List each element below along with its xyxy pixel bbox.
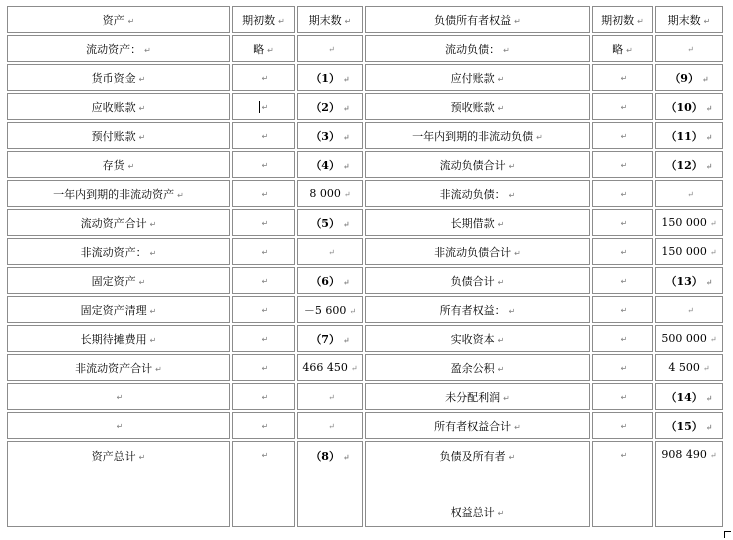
total-liabilities-end: 908 490 ↵	[655, 441, 723, 527]
liability-item-cell: 负债合计 ↵	[365, 267, 590, 294]
liability-item-cell: 流动负债合计 ↵	[365, 151, 590, 178]
liability-end-cell: ↵	[655, 180, 723, 207]
asset-end-cell: ↵	[297, 238, 363, 265]
liability-item-cell: 盈余公积 ↵	[365, 354, 590, 381]
liability-end-cell: （11） ↵	[655, 122, 723, 149]
asset-begin-cell: 略 ↵	[232, 35, 295, 62]
liability-begin-cell: ↵	[592, 354, 653, 381]
asset-begin-cell: ↵	[232, 93, 295, 120]
total-assets-label: 资产总计 ↵	[7, 441, 230, 527]
asset-item-cell: 流动资产： ↵	[7, 35, 230, 62]
liability-end-cell: 4 500 ↵	[655, 354, 723, 381]
asset-item-cell: 预付账款 ↵	[7, 122, 230, 149]
liability-item-cell: 预收账款 ↵	[365, 93, 590, 120]
asset-item-cell: 非流动资产： ↵	[7, 238, 230, 265]
asset-begin-cell: ↵	[232, 64, 295, 91]
asset-item-cell: 存货 ↵	[7, 151, 230, 178]
liability-item-cell: 非流动负债： ↵	[365, 180, 590, 207]
asset-end-cell: （7） ↵	[297, 325, 363, 352]
liability-begin-cell: ↵	[592, 412, 653, 439]
table-row	[7, 209, 723, 236]
total-liabilities-equity-line2: 权益总计 ↵	[450, 506, 505, 519]
asset-item-cell: 非流动资产合计 ↵	[7, 354, 230, 381]
liability-begin-cell: ↵	[592, 209, 653, 236]
balance-sheet-table	[5, 4, 725, 529]
asset-end-cell: ↵	[297, 412, 363, 439]
asset-item-cell: 货币资金 ↵	[7, 64, 230, 91]
liability-begin-cell: ↵	[592, 296, 653, 323]
liability-begin-cell: ↵	[592, 151, 653, 178]
header-begin-assets: 期初数 ↵	[232, 6, 295, 33]
table-row	[7, 325, 723, 352]
table-row	[7, 122, 723, 149]
asset-begin-cell: ↵	[232, 383, 295, 410]
total-row	[7, 441, 723, 527]
liability-end-cell: （12） ↵	[655, 151, 723, 178]
asset-begin-cell: ↵	[232, 267, 295, 294]
header-end-liabilities: 期末数 ↵	[655, 6, 723, 33]
asset-begin-cell: ↵	[232, 354, 295, 381]
table-row	[7, 35, 723, 62]
liability-item-cell: 所有者权益： ↵	[365, 296, 590, 323]
balance-sheet	[5, 4, 725, 529]
asset-begin-cell: ↵	[232, 412, 295, 439]
page-corner-mark	[724, 531, 731, 538]
asset-end-cell: （2） ↵	[297, 93, 363, 120]
asset-item-cell: 长期待摊费用 ↵	[7, 325, 230, 352]
liability-item-cell: 非流动负债合计 ↵	[365, 238, 590, 265]
header-row	[7, 6, 723, 33]
asset-end-cell: （1） ↵	[297, 64, 363, 91]
asset-end-cell: （3） ↵	[297, 122, 363, 149]
liability-end-cell: ↵	[655, 35, 723, 62]
asset-item-cell: 固定资产清理 ↵	[7, 296, 230, 323]
liability-begin-cell: ↵	[592, 267, 653, 294]
asset-item-cell: ↵	[7, 412, 230, 439]
total-liabilities-begin: ↵	[592, 441, 653, 527]
table-row	[7, 296, 723, 323]
total-liabilities-equity-line1: 负债及所有者 ↵	[439, 450, 516, 463]
liability-item-cell: 实收资本 ↵	[365, 325, 590, 352]
asset-begin-cell: ↵	[232, 209, 295, 236]
liability-item-cell: 长期借款 ↵	[365, 209, 590, 236]
liability-begin-cell: ↵	[592, 325, 653, 352]
liability-end-cell: （9） ↵	[655, 64, 723, 91]
table-row	[7, 267, 723, 294]
total-assets-begin: ↵	[232, 441, 295, 527]
asset-item-cell: ↵	[7, 383, 230, 410]
table-row	[7, 64, 723, 91]
header-assets: 资产 ↵	[7, 6, 230, 33]
liability-begin-cell: ↵	[592, 383, 653, 410]
asset-item-cell: 一年内到期的非流动资产 ↵	[7, 180, 230, 207]
liability-item-cell: 所有者权益合计 ↵	[365, 412, 590, 439]
asset-end-cell: ↵	[297, 383, 363, 410]
liability-begin-cell: ↵	[592, 238, 653, 265]
liability-end-cell: （14） ↵	[655, 383, 723, 410]
liability-item-cell: 应付账款 ↵	[365, 64, 590, 91]
asset-item-cell: 流动资产合计 ↵	[7, 209, 230, 236]
asset-end-cell: 466 450 ↵	[297, 354, 363, 381]
liability-end-cell: （13） ↵	[655, 267, 723, 294]
table-row	[7, 354, 723, 381]
liability-end-cell: ↵	[655, 296, 723, 323]
header-end-assets: 期末数 ↵	[297, 6, 363, 33]
asset-item-cell: 固定资产 ↵	[7, 267, 230, 294]
liability-end-cell: 500 000 ↵	[655, 325, 723, 352]
table-body	[7, 35, 723, 439]
table-row	[7, 383, 723, 410]
asset-begin-cell: ↵	[232, 180, 295, 207]
header-begin-liabilities: 期初数 ↵	[592, 6, 653, 33]
asset-end-cell: （4） ↵	[297, 151, 363, 178]
liability-end-cell: 150 000 ↵	[655, 209, 723, 236]
total-liabilities-equity-label	[365, 441, 590, 527]
liability-item-cell: 未分配利润 ↵	[365, 383, 590, 410]
asset-end-cell: （6） ↵	[297, 267, 363, 294]
liability-item-cell: 流动负债： ↵	[365, 35, 590, 62]
table-row	[7, 93, 723, 120]
liability-begin-cell: ↵	[592, 64, 653, 91]
asset-end-cell: 8 000 ↵	[297, 180, 363, 207]
asset-begin-cell: ↵	[232, 325, 295, 352]
asset-end-cell: －5 600 ↵	[297, 296, 363, 323]
liability-end-cell: （15） ↵	[655, 412, 723, 439]
asset-end-cell: ↵	[297, 35, 363, 62]
liability-begin-cell: 略 ↵	[592, 35, 653, 62]
asset-begin-cell: ↵	[232, 296, 295, 323]
liability-begin-cell: ↵	[592, 180, 653, 207]
table-row	[7, 180, 723, 207]
asset-begin-cell: ↵	[232, 151, 295, 178]
liability-begin-cell: ↵	[592, 93, 653, 120]
asset-begin-cell: ↵	[232, 238, 295, 265]
table-row	[7, 151, 723, 178]
total-assets-end: （8） ↵	[297, 441, 363, 527]
asset-item-cell: 应收账款 ↵	[7, 93, 230, 120]
text-cursor	[259, 101, 260, 113]
table-row	[7, 238, 723, 265]
liability-end-cell: （10） ↵	[655, 93, 723, 120]
asset-begin-cell: ↵	[232, 122, 295, 149]
liability-begin-cell: ↵	[592, 122, 653, 149]
liability-item-cell: 一年内到期的非流动负债 ↵	[365, 122, 590, 149]
asset-end-cell: （5） ↵	[297, 209, 363, 236]
table-row	[7, 412, 723, 439]
header-liabilities-equity: 负债所有者权益 ↵	[365, 6, 590, 33]
liability-end-cell: 150 000 ↵	[655, 238, 723, 265]
